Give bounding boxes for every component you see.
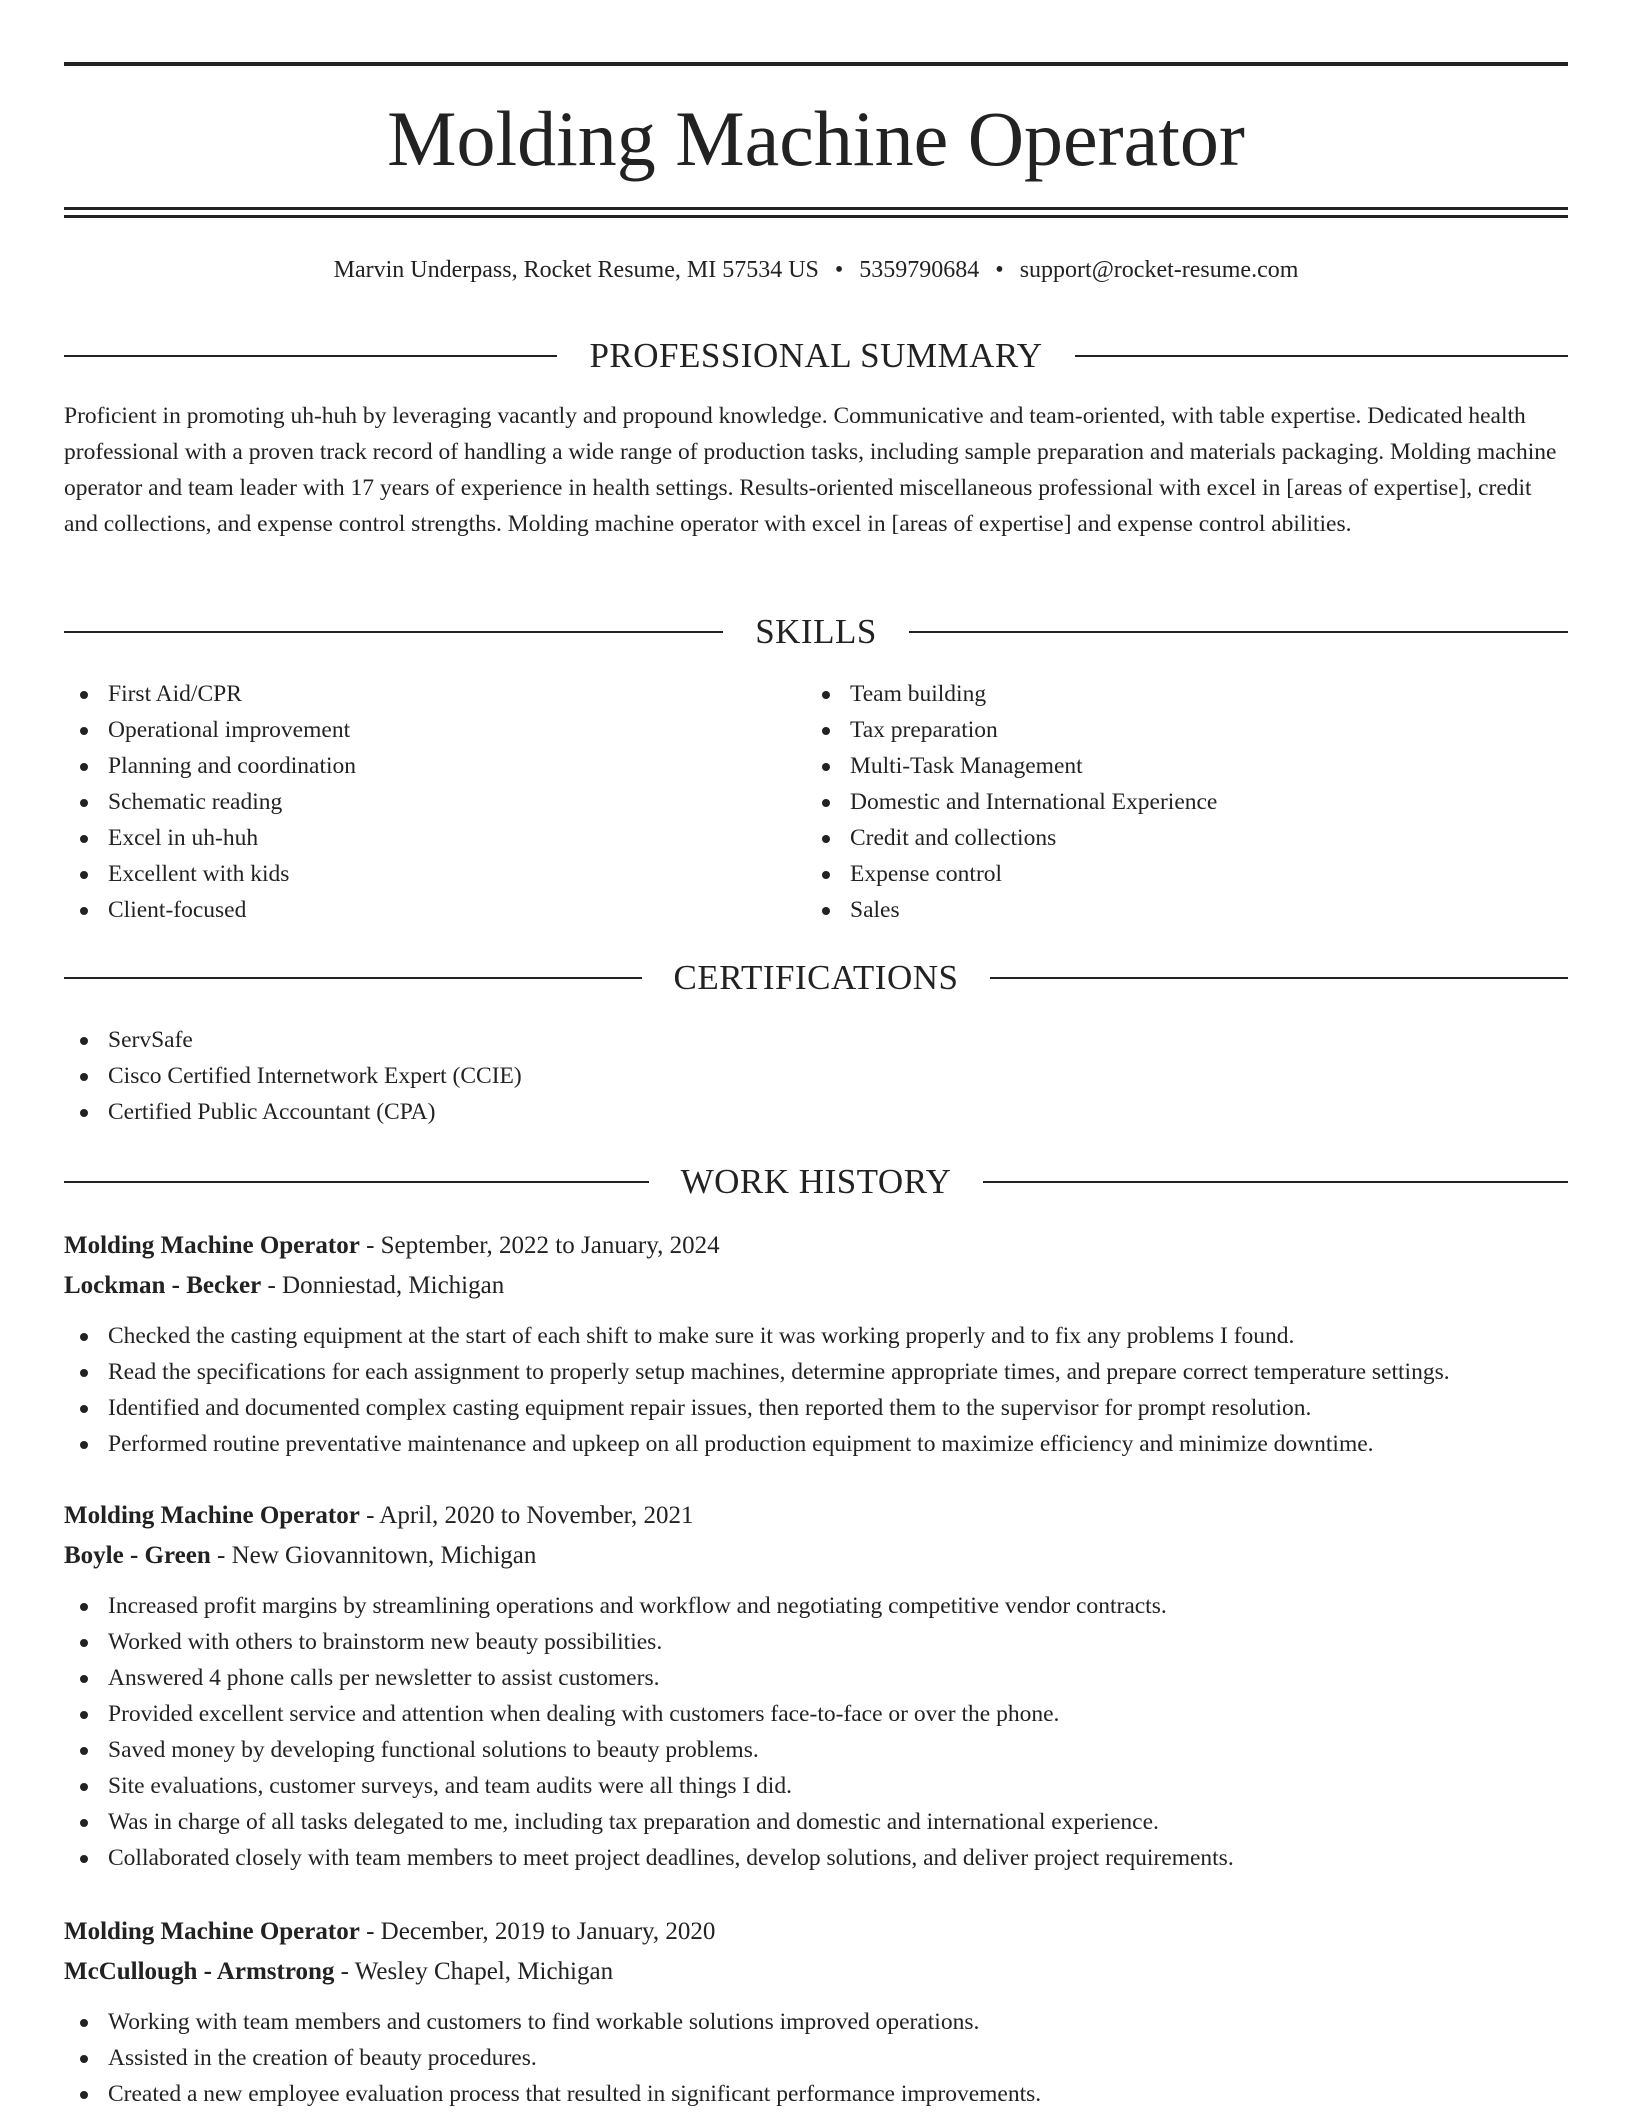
contact-email: support@rocket-resume.com [1019, 257, 1299, 283]
bullet-dot [80, 1037, 88, 1045]
job-duties-list [64, 2004, 1568, 2112]
heading-rule-left [64, 1181, 649, 1183]
job-company-line: Boyle - Green - New Giovannitown, Michigan [64, 1542, 537, 1569]
skill-item: Operational improvement [64, 712, 356, 748]
job-company-line: McCullough - Armstrong - Wesley Chapel, Michigan [64, 1958, 614, 1985]
skill-item: Schematic reading [64, 784, 356, 820]
section-title: PROFESSIONAL SUMMARY [589, 336, 1043, 375]
bullet-dot [80, 2091, 88, 2099]
job-title-line: Molding Machine Operator - December, 2019 to January, 2020 [64, 1918, 716, 1945]
skill-item: First Aid/CPR [64, 676, 356, 712]
heading-rule-left [64, 631, 723, 633]
bullet-dot [80, 1603, 88, 1611]
bullet-dot [822, 727, 830, 735]
bullet-dot [80, 1441, 88, 1449]
bullet-dot [80, 763, 88, 771]
section-heading-summary [64, 334, 1568, 378]
job-dates: September, 2022 to January, 2024 [380, 1232, 720, 1259]
contact-separator: • [995, 257, 1004, 283]
bullet-dot [80, 835, 88, 843]
section-title: SKILLS [755, 612, 877, 651]
job-title: Molding Machine Operator [64, 1502, 360, 1529]
job-duty-item: Assisted in the creation of beauty procedures. [64, 2040, 1568, 2076]
bullet-dot [80, 1855, 88, 1863]
header-top-rule [64, 62, 1568, 66]
job-duty-item: Checked the casting equipment at the start of each shift to make sure it was working properly and to fix any problems I found. [64, 1318, 1568, 1354]
bullet-dot [822, 871, 830, 879]
skill-item: Credit and collections [806, 820, 1217, 856]
job-entry [64, 1496, 1568, 1876]
skill-item: Excel in uh-huh [64, 820, 356, 856]
job-duty-item: Working with team members and customers to find workable solutions improved operations. [64, 2004, 1568, 2040]
contact-address: Marvin Underpass, Rocket Resume, MI 57534 US [333, 257, 819, 283]
job-duties-list [64, 1318, 1568, 1462]
job-duty-item: Read the specifications for each assignment to properly setup machines, determine appropriate times, and prepare correct temperature settings. [64, 1354, 1568, 1390]
certification-item: Certified Public Accountant (CPA) [64, 1094, 522, 1130]
skill-item: Sales [806, 892, 1217, 928]
bullet-dot [80, 727, 88, 735]
bullet-dot [80, 1639, 88, 1647]
bullet-dot [822, 799, 830, 807]
job-dates: April, 2020 to November, 2021 [379, 1502, 694, 1529]
job-location: New Giovannitown, Michigan [231, 1542, 537, 1569]
bullet-dot [80, 1675, 88, 1683]
skill-item: Tax preparation [806, 712, 1217, 748]
heading-rule-right [990, 977, 1568, 979]
bullet-dot [80, 907, 88, 915]
section-title: CERTIFICATIONS [673, 958, 959, 997]
skill-item: Planning and coordination [64, 748, 356, 784]
section-heading-work-history [64, 1160, 1568, 1204]
job-title-line: Molding Machine Operator - September, 2022 to January, 2024 [64, 1232, 720, 1259]
bullet-dot [80, 1747, 88, 1755]
heading-rule-left [64, 355, 557, 357]
bullet-dot [80, 691, 88, 699]
job-title: Molding Machine Operator [64, 1918, 360, 1945]
certifications-list [64, 1022, 522, 1130]
job-title: Molding Machine Operator [64, 1232, 360, 1259]
heading-rule-right [983, 1181, 1568, 1183]
skill-item: Expense control [806, 856, 1217, 892]
bullet-dot [80, 799, 88, 807]
job-company-line: Lockman - Becker - Donniestad, Michigan [64, 1272, 505, 1299]
skills-list-right [806, 676, 1217, 928]
job-entry [64, 1912, 1568, 2112]
section-title: WORK HISTORY [680, 1162, 952, 1201]
bullet-dot [822, 691, 830, 699]
job-duty-item: Provided excellent service and attention when dealing with customers face-to-face or over the phone. [64, 1696, 1568, 1732]
section-heading-certifications [64, 956, 1568, 1000]
job-location: Wesley Chapel, Michigan [354, 1958, 614, 1985]
skill-item: Client-focused [64, 892, 356, 928]
skill-item: Excellent with kids [64, 856, 356, 892]
bullet-dot [822, 763, 830, 771]
job-company: Boyle - Green [64, 1542, 211, 1569]
certification-item: Cisco Certified Internetwork Expert (CCIE) [64, 1058, 522, 1094]
job-title-line: Molding Machine Operator - April, 2020 to November, 2021 [64, 1502, 694, 1529]
job-duty-item: Answered 4 phone calls per newsletter to assist customers. [64, 1660, 1568, 1696]
job-duty-item: Performed routine preventative maintenance and upkeep on all production equipment to maximize efficiency and minimize downtime. [64, 1426, 1568, 1462]
heading-rule-left [64, 977, 642, 979]
job-entry [64, 1226, 1568, 1462]
skill-item: Domestic and International Experience [806, 784, 1217, 820]
bullet-dot [80, 2055, 88, 2063]
bullet-dot [80, 1819, 88, 1827]
job-duty-item: Worked with others to brainstorm new beauty possibilities. [64, 1624, 1568, 1660]
job-duty-item: Saved money by developing functional solutions to beauty problems. [64, 1732, 1568, 1768]
bullet-dot [80, 2019, 88, 2027]
heading-rule-right [909, 631, 1568, 633]
heading-rule-right [1075, 355, 1568, 357]
job-duty-item: Site evaluations, customer surveys, and team audits were all things I did. [64, 1768, 1568, 1804]
job-duty-item: Identified and documented complex casting equipment repair issues, then reported them to the supervisor for prompt resolution. [64, 1390, 1568, 1426]
bullet-dot [80, 871, 88, 879]
skill-item: Team building [806, 676, 1217, 712]
skill-item: Multi-Task Management [806, 748, 1217, 784]
section-heading-skills [64, 610, 1568, 654]
contact-phone: 5359790684 [859, 257, 980, 283]
resume-title: Molding Machine Operator [387, 95, 1245, 182]
bullet-dot [822, 835, 830, 843]
job-duties-list [64, 1588, 1568, 1876]
job-dates: December, 2019 to January, 2020 [380, 1918, 716, 1945]
contact-separator: • [834, 257, 844, 283]
bullet-dot [80, 1711, 88, 1719]
bullet-dot [80, 1783, 88, 1791]
bullet-dot [80, 1109, 88, 1117]
job-duty-item: Was in charge of all tasks delegated to me, including tax preparation and domestic and international experience. [64, 1804, 1568, 1840]
certification-item: ServSafe [64, 1022, 522, 1058]
job-location: Donniestad, Michigan [282, 1272, 505, 1299]
bullet-dot [80, 1073, 88, 1081]
bullet-dot [80, 1405, 88, 1413]
skills-list-left [64, 676, 356, 928]
job-duty-item: Collaborated closely with team members to meet project deadlines, develop solutions, and deliver project requirements. [64, 1840, 1568, 1876]
bullet-dot [80, 1369, 88, 1377]
header-double-rule-upper [64, 207, 1568, 210]
bullet-dot [822, 907, 830, 915]
summary-text: Proficient in promoting uh-huh by leveraging vacantly and propound knowledge. Communicative and team-oriented, with table expertise. Dedicated health professional with a proven track record of handling a wide range of production tasks, including sample preparation and materials packaging. Molding machine operator and team leader with 17 years of experience in health settings. Results-oriented miscellaneous professional with excel in [areas of expertise], credit and collections, and expense control strengths. Molding machine operator with excel in [areas of expertise] and expense control abilities. [64, 403, 1557, 537]
job-duty-item: Increased profit margins by streamlining operations and workflow and negotiating competitive vendor contracts. [64, 1588, 1568, 1624]
job-company: McCullough - Armstrong [64, 1958, 335, 1985]
job-company: Lockman - Becker [64, 1272, 262, 1299]
bullet-dot [80, 1333, 88, 1341]
header-double-rule-lower [64, 215, 1568, 218]
contact-line [64, 254, 1568, 286]
job-duty-item: Created a new employee evaluation process that resulted in significant performance improvements. [64, 2076, 1568, 2112]
